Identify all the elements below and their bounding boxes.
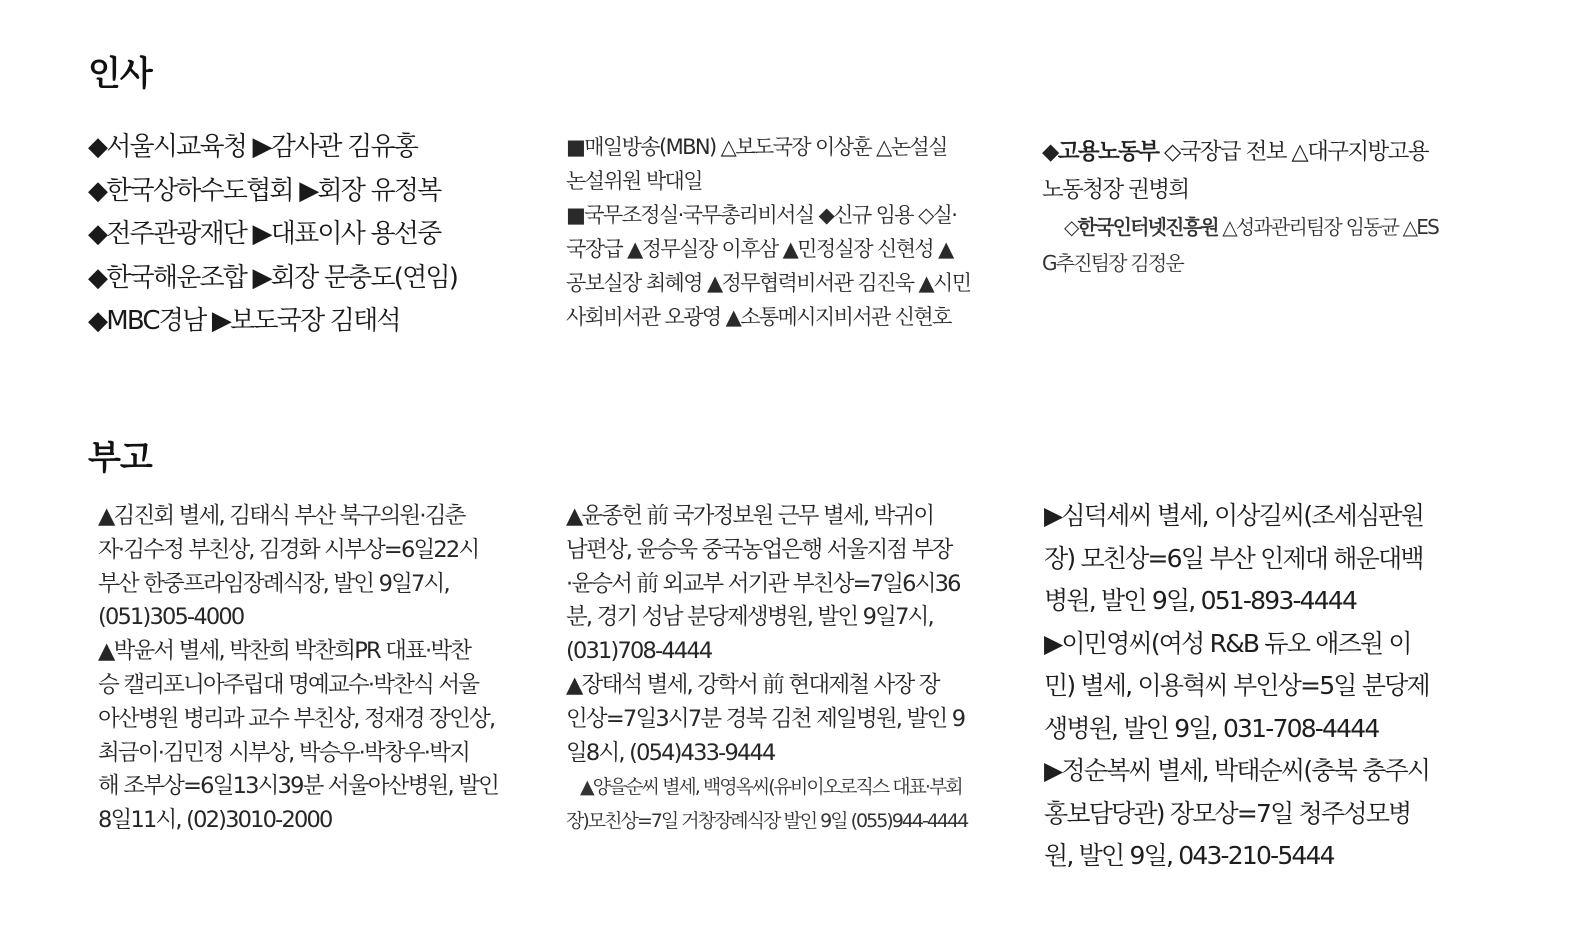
insa-text-line: 공보실장 최혜영 ▲정무협력비서관 김진욱 ▲시민 bbox=[566, 271, 971, 295]
bugo-text-line: 인상=7일3시7분 경북 김천 제일병원, 발인 9 bbox=[566, 705, 965, 732]
bugo-text-line: ▲박윤서 별세, 박찬희 박찬희PR 대표·박찬 bbox=[98, 638, 471, 665]
bugo-text-line: 민) 별세, 이용혁씨 부인상=5일 분당제 bbox=[1044, 671, 1429, 700]
bugo-text-line: 생병원, 발인 9일, 031-708-4444 bbox=[1044, 713, 1379, 743]
insa-entry: ◆한국해운조합 ▶회장 문충도(연임) bbox=[88, 262, 458, 293]
organization-name: ◇한국인터넷진흥원 bbox=[1064, 215, 1218, 239]
insa-text-line: 노동청장 권병희 bbox=[1042, 177, 1189, 203]
bugo-text-line: 해 조부상=6일13시39분 서울아산병원, 발인 bbox=[98, 773, 499, 800]
insa-text-line bbox=[1042, 209, 1492, 245]
bugo-text-line: ▲김진회 별세, 김태식 부산 북구의원·김춘 bbox=[98, 503, 465, 529]
bugo-text-line: 최금이·김민정 시부상, 박승우·박창우·박지 bbox=[98, 739, 470, 766]
insa-column-3 bbox=[1042, 133, 1492, 281]
bugo-section-title: 부고 bbox=[88, 438, 152, 478]
insa-column-1 bbox=[88, 126, 508, 344]
organization-name: ◆고용노동부 bbox=[1042, 139, 1159, 165]
bugo-text-line: (051)305-4000 bbox=[98, 604, 244, 631]
insa-text-line: 사회비서관 오광영 ▲소통메시지비서관 신현호 bbox=[566, 305, 951, 329]
bugo-text-line: 8일11시, (02)3010-2000 bbox=[98, 807, 332, 834]
insa-entry: ◆한국상하수도협회 ▶회장 유정복 bbox=[88, 175, 441, 206]
bugo-column-1 bbox=[98, 500, 538, 838]
insa-text-line: G추진팀장 김정운 bbox=[1042, 251, 1183, 275]
insa-entry: ◆MBC경남 ▶보도국장 김태석 bbox=[88, 306, 400, 336]
insa-section-title: 인사 bbox=[88, 54, 152, 94]
insa-column-2 bbox=[566, 130, 1026, 334]
insa-text-line: ■매일방송(MBN) △보도국장 이상훈 △논설실 bbox=[566, 135, 947, 159]
bugo-text-line: ▲양을순씨 별세, 백영옥씨(유비이오로직스 대표·부회 bbox=[580, 776, 962, 799]
bugo-text-line: ▲윤종헌 前 국가정보원 근무 별세, 박귀이 bbox=[566, 503, 934, 529]
bugo-text-line: 홍보담당관) 장모상=7일 청주성모병 bbox=[1044, 798, 1411, 828]
bugo-text-line: 자·김수정 부친상, 김경화 시부상=6일22시 bbox=[98, 536, 479, 563]
bugo-text-line: (031)708-4444 bbox=[566, 638, 712, 665]
insa-entry: ◆전주관광재단 ▶대표이사 용선중 bbox=[88, 219, 441, 249]
bugo-text-line: 병원, 발인 9일, 051-893-4444 bbox=[1044, 586, 1357, 615]
bugo-text-line: 승 캘리포니아주립대 명예교수·박찬식 서울 bbox=[98, 671, 479, 698]
bugo-text-line: 아산병원 병리과 교수 부친상, 정재경 장인상, bbox=[98, 705, 495, 732]
bugo-text-line: 부산 한중프라임장례식장, 발인 9일7시, bbox=[98, 570, 449, 597]
insa-text-line: 국장급 ▲정무실장 이후삼 ▲민정실장 신현성 ▲ bbox=[566, 237, 953, 261]
bugo-text-line: ▶정순복씨 별세, 박태순씨(충북 충주시 bbox=[1044, 756, 1430, 785]
insa-text-line: ■국무조정실·국무총리비서실 ◆신규 임용 ◇실· bbox=[566, 203, 957, 227]
bugo-text-line: 분, 경기 성남 분당제생병원, 발인 9일7시, bbox=[566, 604, 933, 631]
bugo-text-line: ▶이민영씨(여성 R&B 듀오 애즈원 이 bbox=[1044, 628, 1411, 658]
bugo-text-line: 일8시, (054)433-9444 bbox=[566, 739, 775, 766]
bugo-text-line: 장)모친상=7일 거창장례식장 발인 9일 (055)944-4444 bbox=[566, 810, 968, 833]
bugo-text-line: 남편상, 윤승욱 중국농업은행 서울지점 부장 bbox=[566, 536, 952, 563]
bugo-text-line: 장) 모친상=6일 부산 인제대 해운대백 bbox=[1044, 543, 1423, 573]
bugo-text-line: ·윤승서 前 외교부 서기관 부친상=7일6시36 bbox=[566, 570, 960, 597]
insa-entry: ◆서울시교육청 ▶감사관 김유홍 bbox=[88, 132, 418, 162]
insa-text-fragment: ◇국장급 전보 △대구지방고용 bbox=[1158, 139, 1428, 165]
bugo-text-line: ▲장태석 별세, 강학서 前 현대제철 사장 장 bbox=[566, 671, 939, 698]
bugo-column-3 bbox=[1044, 495, 1494, 878]
bugo-text-line: ▶심덕세씨 별세, 이상길씨(조세심판원 bbox=[1044, 501, 1424, 530]
bugo-column-2 bbox=[566, 500, 1006, 838]
insa-text-line: 논설위원 박대일 bbox=[566, 169, 702, 193]
insa-text-line bbox=[1042, 133, 1492, 171]
bugo-text-line: 원, 발인 9일, 043-210-5444 bbox=[1044, 841, 1334, 870]
insa-text-fragment: △성과관리팀장 임동균 △ES bbox=[1217, 215, 1438, 239]
